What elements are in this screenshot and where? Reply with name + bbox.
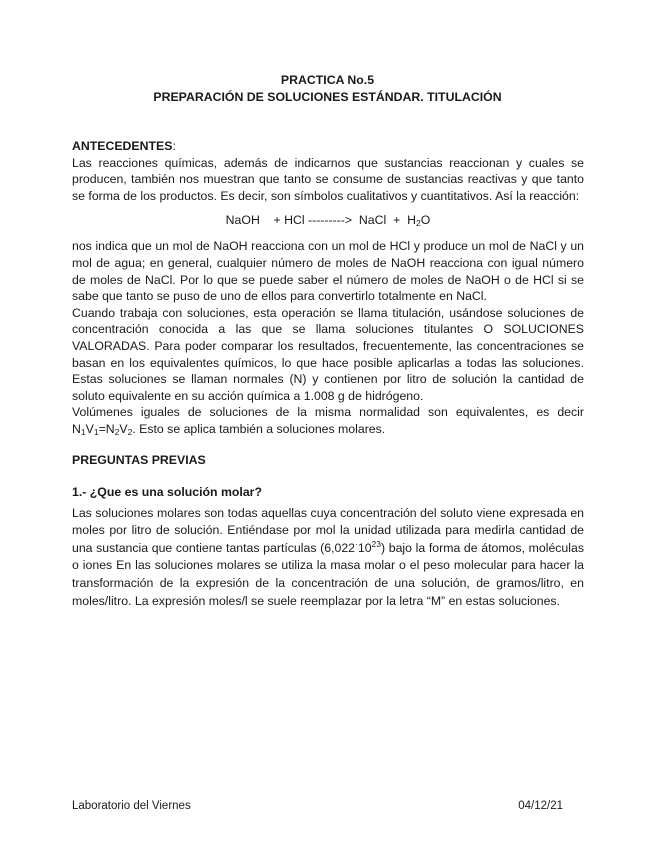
preguntas-heading: PREGUNTAS PREVIAS — [72, 452, 206, 467]
eq-water-o: O — [420, 213, 431, 228]
page-footer — [72, 800, 563, 812]
antecedentes-paragraph-1: Las reacciones químicas, además de indicarnos que sustancias reaccionan y cuales se producen, también nos muestran que tanto se consume de sustancias reactivas y que tanto se forma de los productos. Es decir, son símbolos cualitativos y cuantitativos. Así la reacción: — [72, 155, 584, 203]
eq-water-subscript: 2 — [416, 218, 421, 229]
antecedentes-heading: ANTECEDENTES — [72, 139, 173, 153]
eq-product-nacl: NaCl — [358, 213, 387, 228]
antecedentes-paragraph-3: Cuando trabaja con soluciones, esta operación se llama titulación, usándose soluciones de concentración conocida a las que se llama soluciones titulantes O SOLUCIONES VALORADAS. Para poder comparar los resultados, frecuentemente, las concentraciones se basan en los equivalentes químicos, lo que hace posible aplicarlas a todas las soluciones. Estas soluciones se llaman normales (N) y contienen por litro de solución la cantidad de soluto equivalente en su acción química a 1.008 g de hidrógeno. — [72, 305, 584, 403]
formula-v2-sub: 2 — [127, 426, 133, 437]
formula-n1: N — [72, 421, 81, 436]
formula-v1-sub: 1 — [93, 426, 99, 437]
antecedentes-heading-colon: : — [172, 139, 176, 153]
formula-n2-sub: 2 — [114, 426, 120, 437]
answer-1-part1: Las soluciones molares son todas aquellas cuya concentración del soluto viene expresada en moles por litro de solución. Entiéndase por mol la unidad utilizada para medirla cantidad de una sustancia que contiene tantas partículas ( — [72, 505, 584, 555]
practice-title: PRACTICA No.5 — [280, 73, 375, 87]
formula-v2: V — [119, 421, 128, 436]
answer-1-exponent: 23 — [371, 538, 382, 549]
eq-product-water — [407, 213, 430, 227]
eq-reactant-naoh: NaOH — [225, 213, 260, 228]
footer-date: 04/12/21 — [518, 800, 563, 812]
eq-arrow: ---------> — [308, 213, 353, 228]
formula-equals: = — [98, 421, 106, 436]
antecedentes-paragraph-2: nos indica que un mol de NaOH reacciona con un mol de HCl y produce un mol de NaCl y un mol de agua; en general, cualquier número de moles de NaOH reacciona con igual número de moles de NaCl. Por lo que se puede saber el número de moles de NaOH o de HCl si se sabe que tanto se puso de uno de ellos para convertirlo totalmente en NaCl. — [72, 239, 584, 304]
reaction-equation — [72, 212, 584, 228]
question-1: 1.- ¿Que es una solución molar? — [72, 485, 262, 500]
eq-water-h: H — [407, 213, 417, 228]
para4-tail: . Esto se aplica también a soluciones molares. — [132, 421, 386, 436]
answer-1 — [72, 505, 584, 611]
formula-n2: N — [105, 421, 115, 436]
formula-n1-sub: 1 — [80, 426, 86, 437]
footer-lab-name: Laboratorio del Viernes — [72, 800, 191, 812]
title-block — [72, 72, 583, 106]
answer-1-part2: ) bajo la forma de átomos, moléculas o iones En las soluciones molares se utiliza la masa molar o el peso molecular para hacer la transformación de la expresión de la concentración de una solución, de gramos/litro, en moles/litro. La expresión moles/l se suele reemplazar por la letra “M” en estas soluciones. — [72, 540, 584, 608]
answer-1-base: 10 — [357, 540, 372, 555]
antecedentes-paragraph-4 — [72, 404, 584, 437]
practice-subtitle: PREPARACIÓN DE SOLUCIONES ESTÁNDAR. TITULACIÓN — [153, 90, 502, 104]
para4-text: Volúmenes iguales de soluciones de la misma normalidad son equivalentes, es decir — [72, 405, 584, 420]
answer-1-number: 6,022 — [324, 540, 356, 555]
formula-v1: V — [85, 421, 94, 436]
answer-1-dot: · — [355, 538, 358, 549]
eq-plus: + — [393, 213, 401, 228]
antecedentes-heading-line — [72, 138, 584, 155]
normality-formula — [72, 422, 132, 436]
document-body — [72, 138, 584, 610]
eq-plus-hcl: + HCl — [273, 213, 305, 228]
